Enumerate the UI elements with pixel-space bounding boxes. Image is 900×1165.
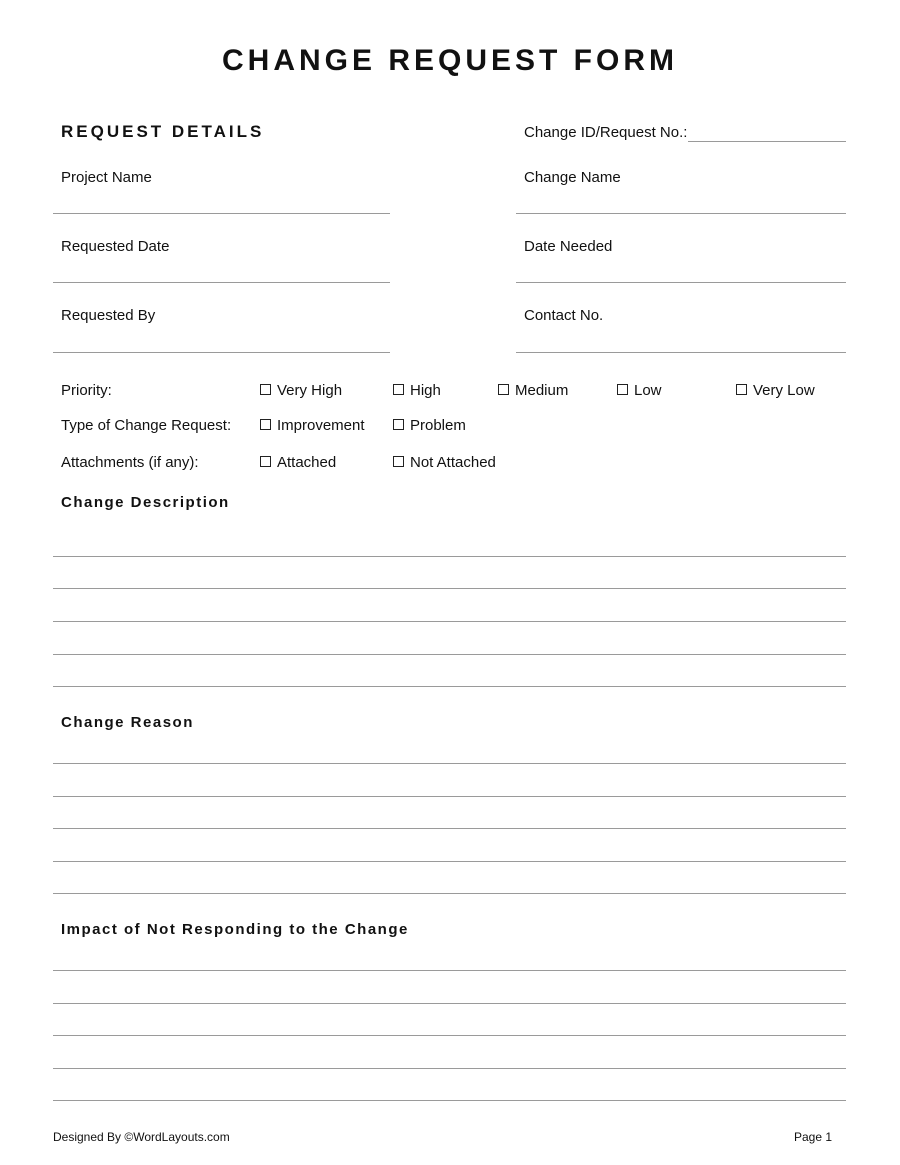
checkbox-icon	[617, 384, 628, 395]
type-of-change-label: Type of Change Request:	[61, 417, 232, 434]
priority-medium-checkbox[interactable]: Medium	[498, 382, 568, 399]
date-needed-line	[516, 282, 846, 283]
change-description-line-2[interactable]	[53, 588, 846, 589]
contact-no-label: Contact No.	[524, 307, 604, 324]
checkbox-icon	[736, 384, 747, 395]
impact-line-5[interactable]	[53, 1100, 846, 1101]
request-details-heading: REQUEST DETAILS	[61, 122, 265, 141]
change-reason-heading: Change Reason	[61, 714, 194, 731]
change-reason-line-2[interactable]	[53, 796, 846, 797]
project-name-line	[53, 213, 390, 214]
date-needed-label: Date Needed	[524, 238, 613, 255]
requested-by-label: Requested By	[61, 307, 156, 324]
checkbox-icon	[498, 384, 509, 395]
change-name-line	[516, 213, 846, 214]
footer-page-number: Page 1	[794, 1130, 833, 1144]
priority-low-checkbox[interactable]: Low	[617, 382, 662, 399]
impact-heading: Impact of Not Responding to the Change	[61, 921, 409, 938]
change-reason-line-1[interactable]	[53, 763, 846, 764]
change-description-heading: Change Description	[61, 494, 230, 511]
priority-very-high-checkbox[interactable]: Very High	[260, 382, 342, 399]
footer-designed-by: Designed By ©WordLayouts.com	[53, 1130, 230, 1144]
impact-line-3[interactable]	[53, 1035, 846, 1036]
change-name-label: Change Name	[524, 169, 621, 186]
change-reason-line-5[interactable]	[53, 893, 846, 894]
checkbox-icon	[260, 456, 271, 467]
requested-date-label: Requested Date	[61, 238, 170, 255]
checkbox-icon	[260, 419, 271, 430]
requested-date-line	[53, 282, 390, 283]
checkbox-icon	[393, 456, 404, 467]
attachments-label: Attachments (if any):	[61, 454, 199, 471]
checkbox-icon	[393, 419, 404, 430]
impact-line-2[interactable]	[53, 1003, 846, 1004]
change-id-line	[688, 141, 846, 142]
page-title: CHANGE REQUEST FORM	[221, 44, 678, 77]
change-description-line-5[interactable]	[53, 686, 846, 687]
change-description-line-1[interactable]	[53, 556, 846, 557]
checkbox-icon	[260, 384, 271, 395]
type-problem-checkbox[interactable]: Problem	[393, 417, 466, 434]
change-reason-line-4[interactable]	[53, 861, 846, 862]
type-improvement-checkbox[interactable]: Improvement	[260, 417, 365, 434]
change-description-line-3[interactable]	[53, 621, 846, 622]
priority-high-checkbox[interactable]: High	[393, 382, 441, 399]
attachment-not-attached-checkbox[interactable]: Not Attached	[393, 454, 496, 471]
change-description-line-4[interactable]	[53, 654, 846, 655]
requested-by-line	[53, 352, 390, 353]
change-id-label: Change ID/Request No.:	[524, 124, 688, 141]
attachment-attached-checkbox[interactable]: Attached	[260, 454, 336, 471]
impact-line-4[interactable]	[53, 1068, 846, 1069]
priority-label: Priority:	[61, 382, 112, 399]
impact-line-1[interactable]	[53, 970, 846, 971]
priority-very-low-checkbox[interactable]: Very Low	[736, 382, 815, 399]
checkbox-icon	[393, 384, 404, 395]
project-name-label: Project Name	[61, 169, 152, 186]
change-reason-line-3[interactable]	[53, 828, 846, 829]
contact-no-line	[516, 352, 846, 353]
